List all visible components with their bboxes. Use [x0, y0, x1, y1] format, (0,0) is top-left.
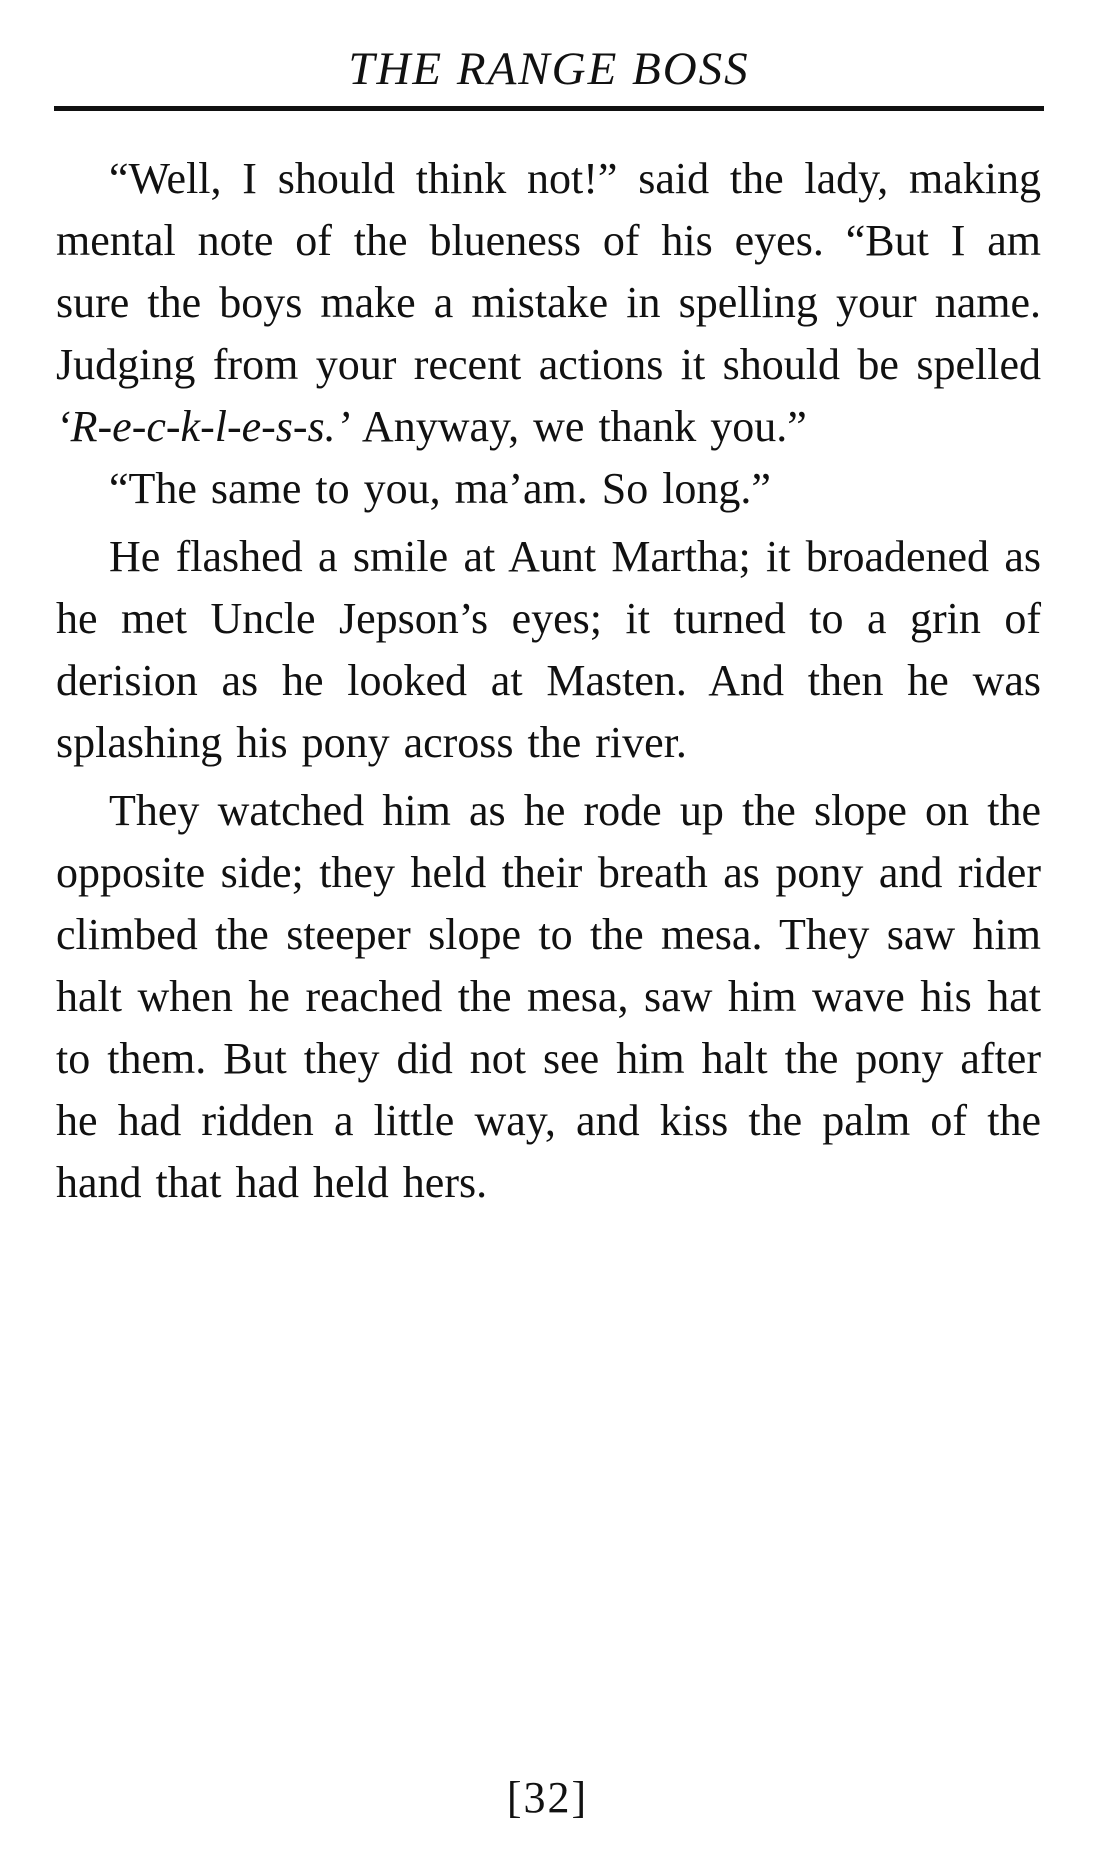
paragraph: They watched him as he rode up the slope on the opposite side; they held their breath as pony and rider climbed the steeper slope to the mesa. They saw him halt when he reached the mesa, saw him wave his hat to them. But they did not see him halt the pony after he had ridden a little way, and kiss the palm of the hand that had held hers.: [56, 786, 1041, 1207]
page-number: [32]: [506, 1773, 589, 1822]
header-rule: [54, 106, 1044, 111]
emphasized-spelling: ‘R-e-c-k-l-e-s-s.’: [56, 402, 351, 451]
paragraph: “The same to you, ma’am. So long.”: [109, 464, 771, 513]
running-title: THE RANGE BOSS: [348, 43, 750, 95]
body-text: [56, 148, 1041, 1214]
paragraph: [56, 148, 1041, 458]
paragraph-text: Anyway, we thank you.”: [350, 402, 807, 451]
paragraph-text: “Well, I should think not!” said the lady, making mental note of the blueness of his eyes. “But I am sure the boys make a mistake in spelling your name. Judging from your recent actions it should be spelled: [56, 154, 1041, 389]
paragraph: He flashed a smile at Aunt Martha; it broadened as he met Uncle Jepson’s eyes; it turned to a grin of derision as he looked at Masten. And then he was splashing his pony across the river.: [56, 532, 1041, 767]
